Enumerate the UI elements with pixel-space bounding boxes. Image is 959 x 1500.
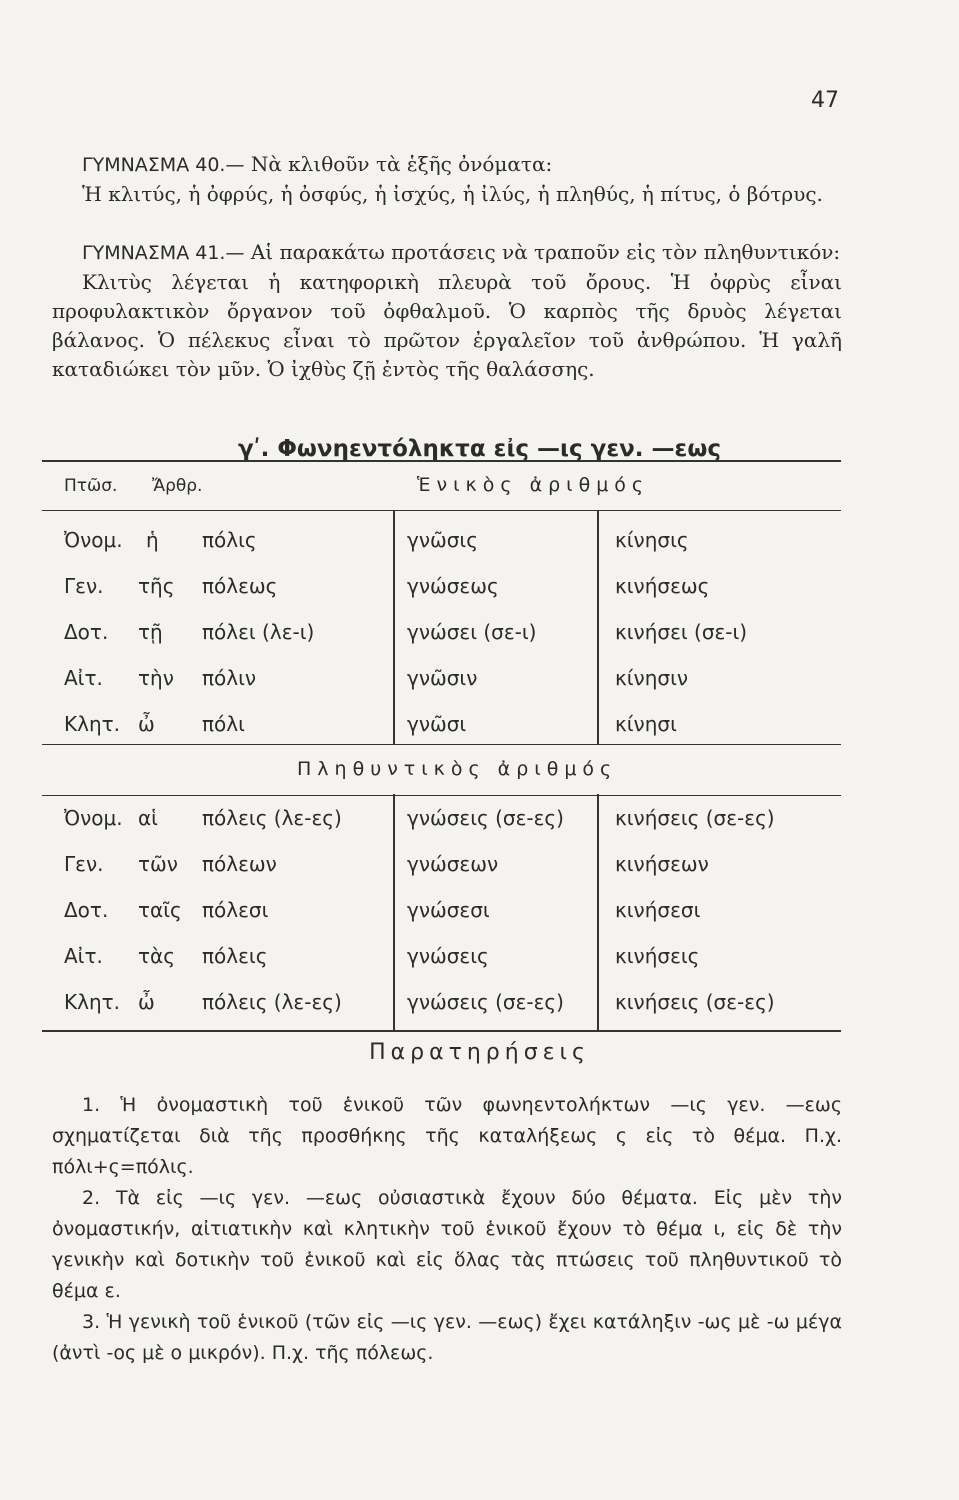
table-cell: πόλεις xyxy=(202,944,268,968)
table-cell: κινήσεσι xyxy=(615,898,701,922)
table-cell: κίνησι xyxy=(615,712,677,736)
exercise-text: Ἡ κλιτύς, ἡ ὀφρύς, ἡ ὀσφύς, ἡ ἰσχύς, ἡ ἰλύς, ἡ πληθύς, ἡ πίτυς, ὁ βότρυς. xyxy=(82,182,823,206)
table-cell: πόλεσι xyxy=(202,898,269,922)
notes xyxy=(52,1090,842,1369)
table-cell: γνῶσιν xyxy=(407,666,478,690)
table-cell: γνώσεις (σε-ες) xyxy=(407,806,564,830)
table-cell: Κλητ. xyxy=(64,990,121,1014)
table-cell: γνώσει (σε-ι) xyxy=(407,620,537,644)
table-cell: πόλεως xyxy=(202,574,278,598)
table-cell: γνῶσις xyxy=(407,528,478,552)
table-row xyxy=(42,574,841,620)
table-cell: Ὀνομ. xyxy=(64,528,123,552)
table-cell: Ὀνομ. xyxy=(64,806,123,830)
table-cell: γνώσεσι xyxy=(407,898,490,922)
table-row xyxy=(42,990,841,1036)
table-cell: ἡ xyxy=(146,528,159,552)
table-cell: γνώσεις (σε-ες) xyxy=(407,990,564,1014)
exercise-text: Κλιτὺς λέγεται ἡ κατηφορικὴ πλευρὰ τοῦ ὄρους. Ἡ ὀφρὺς εἶναι προφυλακτικὸν ὄργανον τοῦ ὀφθαλμοῦ. Ὁ καρπὸς τῆς δρυὸς λέγεται βάλανος. Ὁ πέλεκυς εἶναι τὸ πρῶτον ἐργαλεῖον τοῦ ἀνθρώπου. Ἡ γαλῆ καταδιώκει τὸν μῦν. Ὁ ἰχθὺς ζῇ ἐντὸς τῆς θαλάσσης. xyxy=(52,270,842,381)
table-row xyxy=(42,620,841,666)
table-header xyxy=(42,462,841,511)
table-cell: Δοτ. xyxy=(64,620,109,644)
table-cell: Γεν. xyxy=(64,574,104,598)
table-row xyxy=(42,944,841,990)
declension-table xyxy=(42,460,841,1032)
table-cell: κινήσεως xyxy=(615,574,710,598)
table-cell: τῆς xyxy=(138,574,175,598)
header-singular: Ἑνικὸς ἀριθμός xyxy=(417,474,650,496)
table-cell: ὦ xyxy=(138,990,155,1014)
section-heading: γʹ. Φωνηεντόληκτα εἰς —ις γεν. —εως xyxy=(238,436,721,462)
exercise-label: ΓΥΜΝΑΣΜΑ 41.— xyxy=(82,242,245,264)
plural-title: Πληθυντικὸς ἀριθμός xyxy=(297,758,618,780)
table-cell: πόλιν xyxy=(202,666,257,690)
page-number: 47 xyxy=(811,88,839,113)
table-row xyxy=(42,528,841,574)
table-cell: κινήσεις xyxy=(615,944,700,968)
table-cell: ὦ xyxy=(138,712,155,736)
note-1: 1. Ἡ ὀνομαστικὴ τοῦ ἑνικοῦ τῶν φωνηεντολήκτων —ις γεν. —εως σχηματίζεται διὰ τῆς προσθήκης τῆς καταλήξεως ς εἰς τὸ θέμα. Π.χ. πόλι+ς=πόλις. xyxy=(52,1094,842,1178)
exercise-instruction: Αἱ παρακάτω προτάσεις νὰ τραποῦν εἰς τὸν πληθυντικόν: xyxy=(250,240,841,264)
note-2: 2. Τὰ εἰς —ις γεν. —εως οὐσιαστικὰ ἔχουν δύο θέματα. Εἰς μὲν τὴν ὀνομαστικήν, αἰτιατικὴν καὶ κλητικὴν τοῦ ἑνικοῦ ἔχουν τὸ θέμα ι, εἰς δὲ τὴν γενικὴν καὶ δοτικὴν τοῦ ἑνικοῦ καὶ εἰς ὅλας τὰς πτώσεις τοῦ πληθυντικοῦ τὸ θέμα ε. xyxy=(52,1187,842,1302)
table-cell: γνώσεων xyxy=(407,852,499,876)
table-cell: Γεν. xyxy=(64,852,104,876)
notes-title: Παρατηρήσεις xyxy=(369,1040,590,1065)
table-cell: κινήσεις (σε-ες) xyxy=(615,806,775,830)
table-cell: Δοτ. xyxy=(64,898,109,922)
exercise-41 xyxy=(52,238,842,384)
table-cell: τῶν xyxy=(138,852,178,876)
table-cell: κινήσει (σε-ι) xyxy=(615,620,748,644)
table-cell: κίνησιν xyxy=(615,666,689,690)
table-cell: κινήσεις (σε-ες) xyxy=(615,990,775,1014)
table-cell: γνώσεως xyxy=(407,574,499,598)
table-row xyxy=(42,898,841,944)
table-cell: γνῶσι xyxy=(407,712,467,736)
table-row xyxy=(42,852,841,898)
table-cell: Αἰτ. xyxy=(64,944,103,968)
table-cell: Αἰτ. xyxy=(64,666,103,690)
table-cell: πόλει (λε-ι) xyxy=(202,620,315,644)
table-row xyxy=(42,806,841,852)
exercise-40 xyxy=(52,150,842,209)
table-cell: κινήσεων xyxy=(615,852,709,876)
plural-header xyxy=(42,744,841,796)
header-article: Ἄρθρ. xyxy=(152,476,203,496)
table-cell: Κλητ. xyxy=(64,712,121,736)
table-cell: πόλις xyxy=(202,528,257,552)
table-cell: πόλεις (λε-ες) xyxy=(202,806,342,830)
exercise-instruction: Νὰ κλιθοῦν τὰ ἑξῆς ὀνόματα: xyxy=(250,152,553,176)
table-row xyxy=(42,666,841,712)
table-cell: πόλεων xyxy=(202,852,277,876)
table-cell: πόλι xyxy=(202,712,245,736)
table-cell: κίνησις xyxy=(615,528,689,552)
header-case: Πτῶσ. xyxy=(64,476,118,496)
table-cell: τὴν xyxy=(138,666,174,690)
table-cell: τῇ xyxy=(138,620,163,644)
table-cell: πόλεις (λε-ες) xyxy=(202,990,342,1014)
exercise-label: ΓΥΜΝΑΣΜΑ 40.— xyxy=(82,154,245,176)
table-cell: αἱ xyxy=(138,806,158,830)
table-cell: γνώσεις xyxy=(407,944,489,968)
note-3: 3. Ἡ γενικὴ τοῦ ἑνικοῦ (τῶν εἰς —ις γεν. —εως) ἔχει κατάληξιν -ως μὲ -ω μέγα (ἀντὶ -ος μὲ ο μικρόν). Π.χ. τῆς πόλεως. xyxy=(52,1311,842,1364)
table-cell: ταῖς xyxy=(138,898,182,922)
table-cell: τὰς xyxy=(138,944,175,968)
